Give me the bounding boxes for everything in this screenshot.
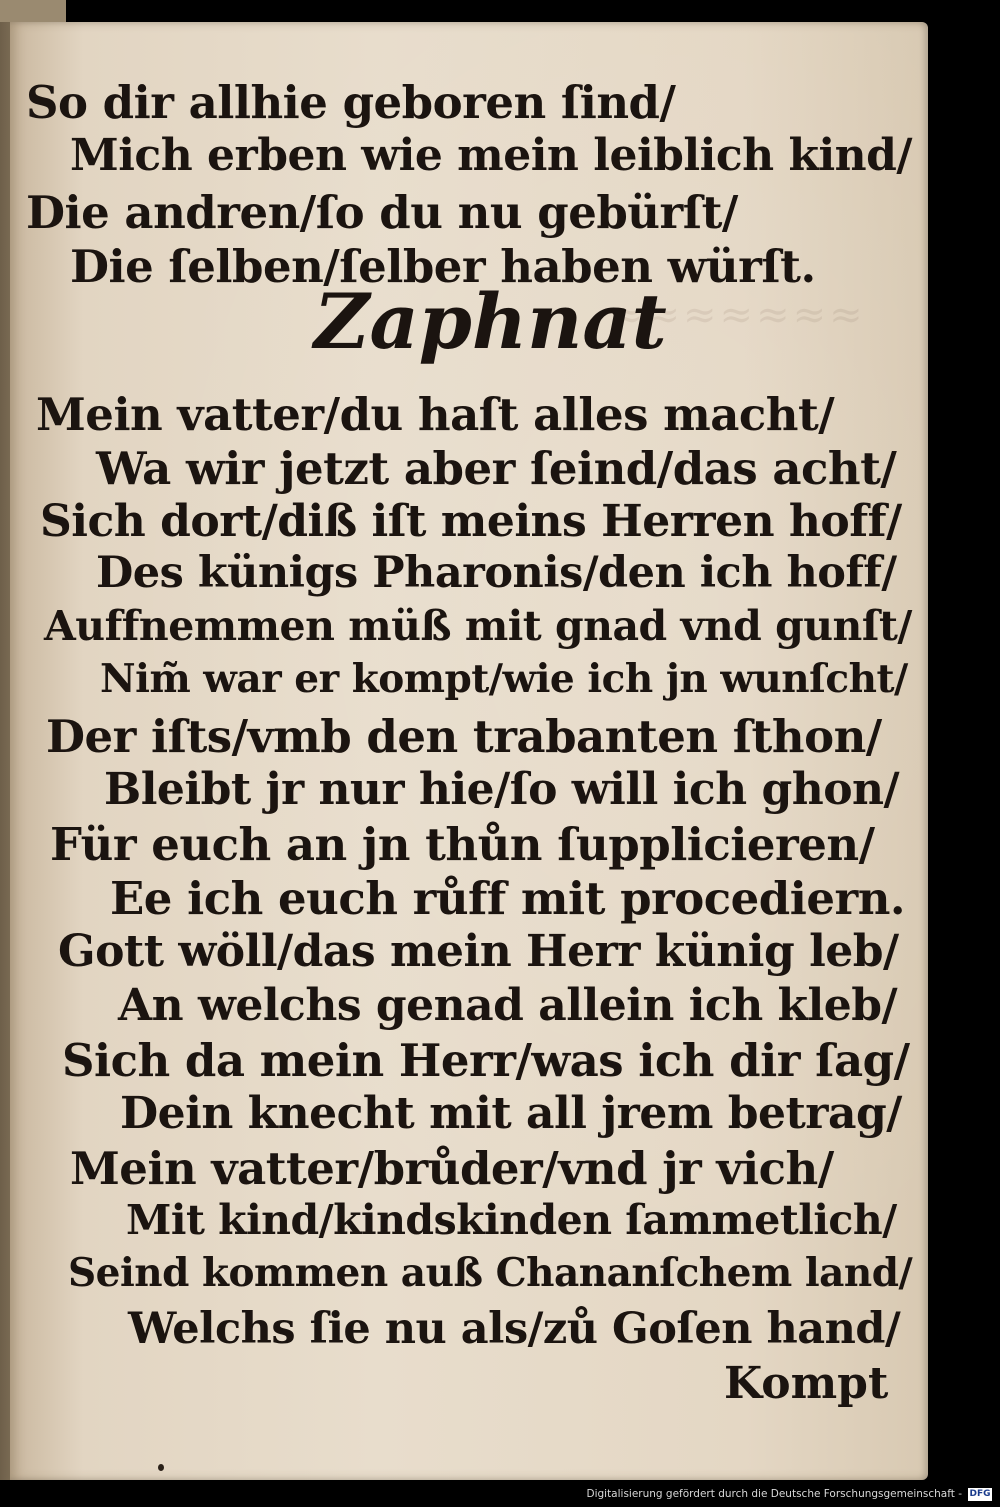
verse-line: Für euch an jn thůn ſupplicieren/ [50, 818, 875, 871]
speaker-heading: Zaphnat [314, 277, 667, 366]
verse-line: Welchs ſie nu als/zů Goſen hand/ [128, 1304, 901, 1354]
verse-line: Nim̃ war er kompt/wie ich jn wunſcht/ [100, 656, 908, 702]
verse-line: Die ſelben/ſelber haben würſt. [70, 240, 816, 293]
verse-line: Der iſts/vmb den trabanten ſthon/ [46, 710, 882, 763]
footer-bar [0, 1484, 1000, 1507]
funding-credit: Digitalisierung gefördert durch die Deutsche Forschungsgemeinschaft - [586, 1488, 962, 1500]
verse-line: Mein vatter/brůder/vnd jr vich/ [70, 1142, 834, 1195]
ink-speck [158, 1464, 164, 1471]
verse-line: Des künigs Pharonis/den ich hoff/ [96, 548, 897, 598]
verse-line: Bleibt jr nur hie/ſo will ich ghon/ [104, 764, 900, 815]
verse-line: Sich dort/diß iſt meins Herren hoff/ [40, 496, 902, 547]
verse-line: Mit kind/kindskinden ſammetlich/ [126, 1196, 897, 1244]
verse-line: Die andren/ſo du nu gebürſt/ [26, 186, 738, 239]
verse-line: Gott wöll/das mein Herr künig leb/ [58, 926, 899, 977]
catchword: Kompt [724, 1358, 889, 1409]
verse-line: Sich da mein Herr/was ich dir ſag/ [62, 1034, 910, 1087]
verse-line: Ee ich euch růff mit procediern. [110, 872, 906, 925]
verse-line: Mich erben wie mein leiblich kind/ [70, 130, 912, 181]
verse-line: Dein knecht mit all jrem betrag/ [120, 1088, 902, 1139]
verse-line: So dir allhie geboren ſind/ [26, 76, 676, 129]
verse-line: Mein vatter/du haſt alles macht/ [36, 388, 835, 441]
verse-line: Auffnemmen müß mit gnad vnd gunſt/ [44, 602, 912, 650]
show-through-text: ≈≈≈≈≈≈≈ [610, 292, 866, 338]
verse-line: Wa wir jetzt aber ſeind/das acht/ [96, 442, 897, 495]
verse-line: Seind kommen auß Chananſchem land/ [68, 1250, 913, 1296]
dfg-logo: DFG [969, 1489, 991, 1499]
binding-strip [0, 0, 66, 22]
verse-line: An welchs genad allein ich kleb/ [118, 980, 898, 1031]
book-page [10, 22, 928, 1480]
